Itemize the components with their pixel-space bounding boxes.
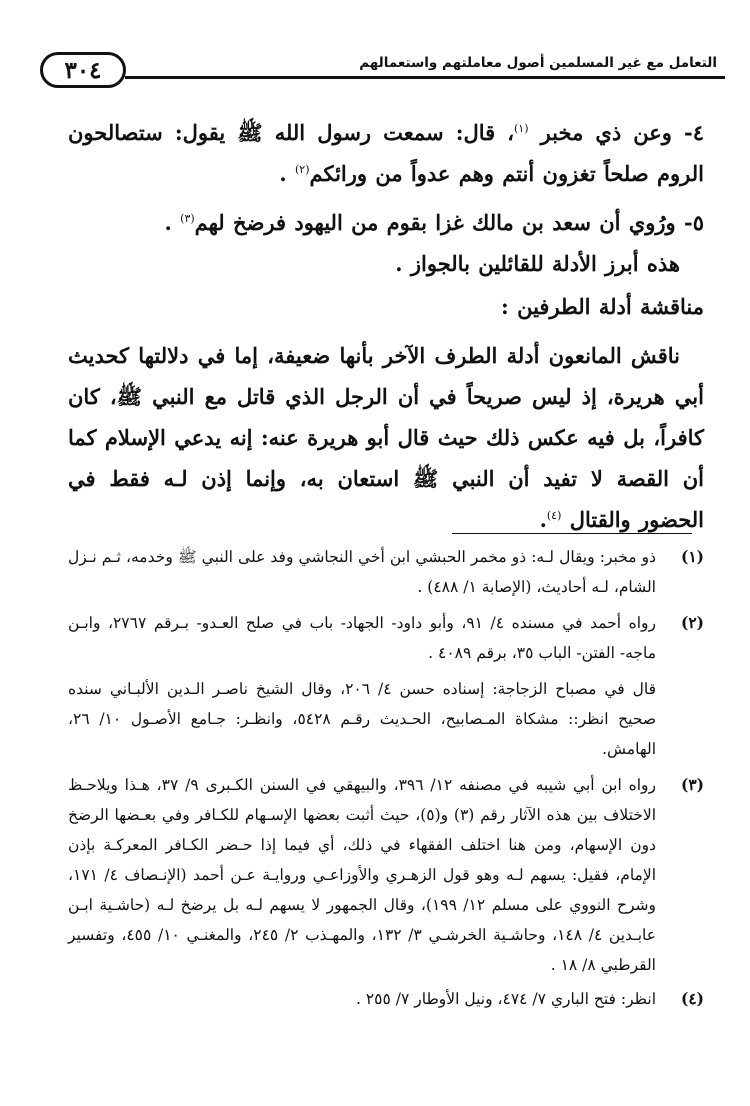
footnote-ref[interactable]: (٢) [294, 163, 310, 176]
footnote-text: رواه ابن أبي شيبه في مصنفه ١٢/ ٣٩٦، والبيهقي في السنن الكـبرى ٩/ ٣٧، هـذا ويلاحـظ الاختلاف بين هذه الآثار رقم (٣) و(٥)، حيث أثبت بعضها الإسـهام للكـافر وفي بعـضها الرضخ دون الإسهام، ومن هنا اختلف الفقهاء في ذلك، أي فيما إذا حـضر الكـافر المعركـة بإذن الإمام، فقيل: يسهم لـه وهو قول الزهـري والأوزاعـي وروايـة عـن أحمد (الإنـصاف ٤/ ١٧١، وشرح النووي على مسلم ١٢/ ١٩٩)، وقال الجمهور لا يسهم لـه بل يرضخ لـه (حاشـية ابـن عابـدين ٤/ ١٤٨، وحاشـية الخرشـي ٣/ ١٣٢، والمهـذب ٢/ ٢٤٥، والمغنـي ١٠/ ٤٥٥، وتفسير القرطبي ٨/ ١٨ . [68, 776, 657, 974]
main-text [68, 112, 704, 540]
footnote-text: انظر: فتح الباري ٧/ ٤٧٤، ونيل الأوطار ٧/ ٢٥٥ . [355, 990, 656, 1008]
footnote [68, 542, 704, 602]
page-header [40, 48, 725, 92]
summary-line: هذه أبرز الأدلة للقائلين بالجواز . [395, 251, 680, 276]
footnote-number: (٤) [680, 989, 704, 1008]
discussion-paragraph: ناقش المانعون أدلة الطرف الآخر بأنها ضعيفة، إما في دلالتها كحديث أبي هريرة، إذ ليس صريحاً في أن الرجل الذي قاتل مع النبي ﷺ، كان كافراً، بل فيه عكس ذلك حيث قال أبو هريرة عنه: إنه يدعي الإسلام كما أن القصة لا تفيد أن النبي ﷺ استعان به، وإنما إذن لـه فقط في الحضور والقتال $^{(٤)}$. [68, 343, 704, 532]
footnote [68, 770, 704, 980]
footnote-text: ذو مخبر: ويقال لـه: ذو مخمر الحبشي ابن أخي النجاشي وفد على النبي ﷺ وخدمه، ثـم نـزل الشام، لـه أحاديث، (الإصابة ١/ ٤٨٨) . [68, 548, 656, 596]
footnote-ref[interactable]: (١) [514, 122, 529, 135]
footnote-text: رواه أحمد في مسنده ٤/ ٩١، وأبو داود- الجهاد- باب في صلح العـدو- بـرقم ٢٧٦٧، وابـن ماجه- الفتن- الباب ٣٥، برقم ٤٠٨٩ . [68, 614, 656, 662]
header-rule [125, 76, 725, 79]
footnote-ref[interactable]: (٤) [546, 509, 562, 522]
footnote-number: (١) [680, 547, 704, 566]
footnotes [68, 542, 704, 1014]
section-heading: مناقشة أدلة الطرفين : [501, 294, 704, 319]
footnote [68, 984, 704, 1014]
running-title: التعامل مع غير المسلمين أصول معاملتهم واستعمالهم [359, 55, 717, 71]
footnote-number: (٢) [680, 613, 704, 632]
evidence-item-5: ٥- ورُوي أن سعد بن مالك غزا بقوم من اليهود فرضخ لهم$^{(٣)}$ . [164, 210, 704, 235]
footnote-separator [452, 533, 692, 534]
footnote-text-continued: قال في مصباح الزجاجة: إسناده حسن ٤/ ٢٠٦، وقال الشيخ ناصـر الـدين الألبـاني سنده صحيح انظر:: مشكاة المـصابيح، الحـديث رقـم ٥٤٢٨، وانظـر: جـامع الأصـول ١٠/ ٢٦، الهامش. [68, 680, 657, 758]
page-number: ٣٠٤ [40, 52, 126, 88]
footnote [68, 608, 704, 764]
evidence-item-4: ٤- وعن ذي مخبر $^{(١)}$، قال: سمعت رسول الله ﷺ يقول: ستصالحون الروم صلحاً تغزون أنتم وهم عدواً من ورائكم$^{(٢)}$ . [68, 120, 704, 186]
footnote-number: (٣) [680, 775, 704, 794]
footnote-ref[interactable]: (٣) [180, 212, 195, 225]
